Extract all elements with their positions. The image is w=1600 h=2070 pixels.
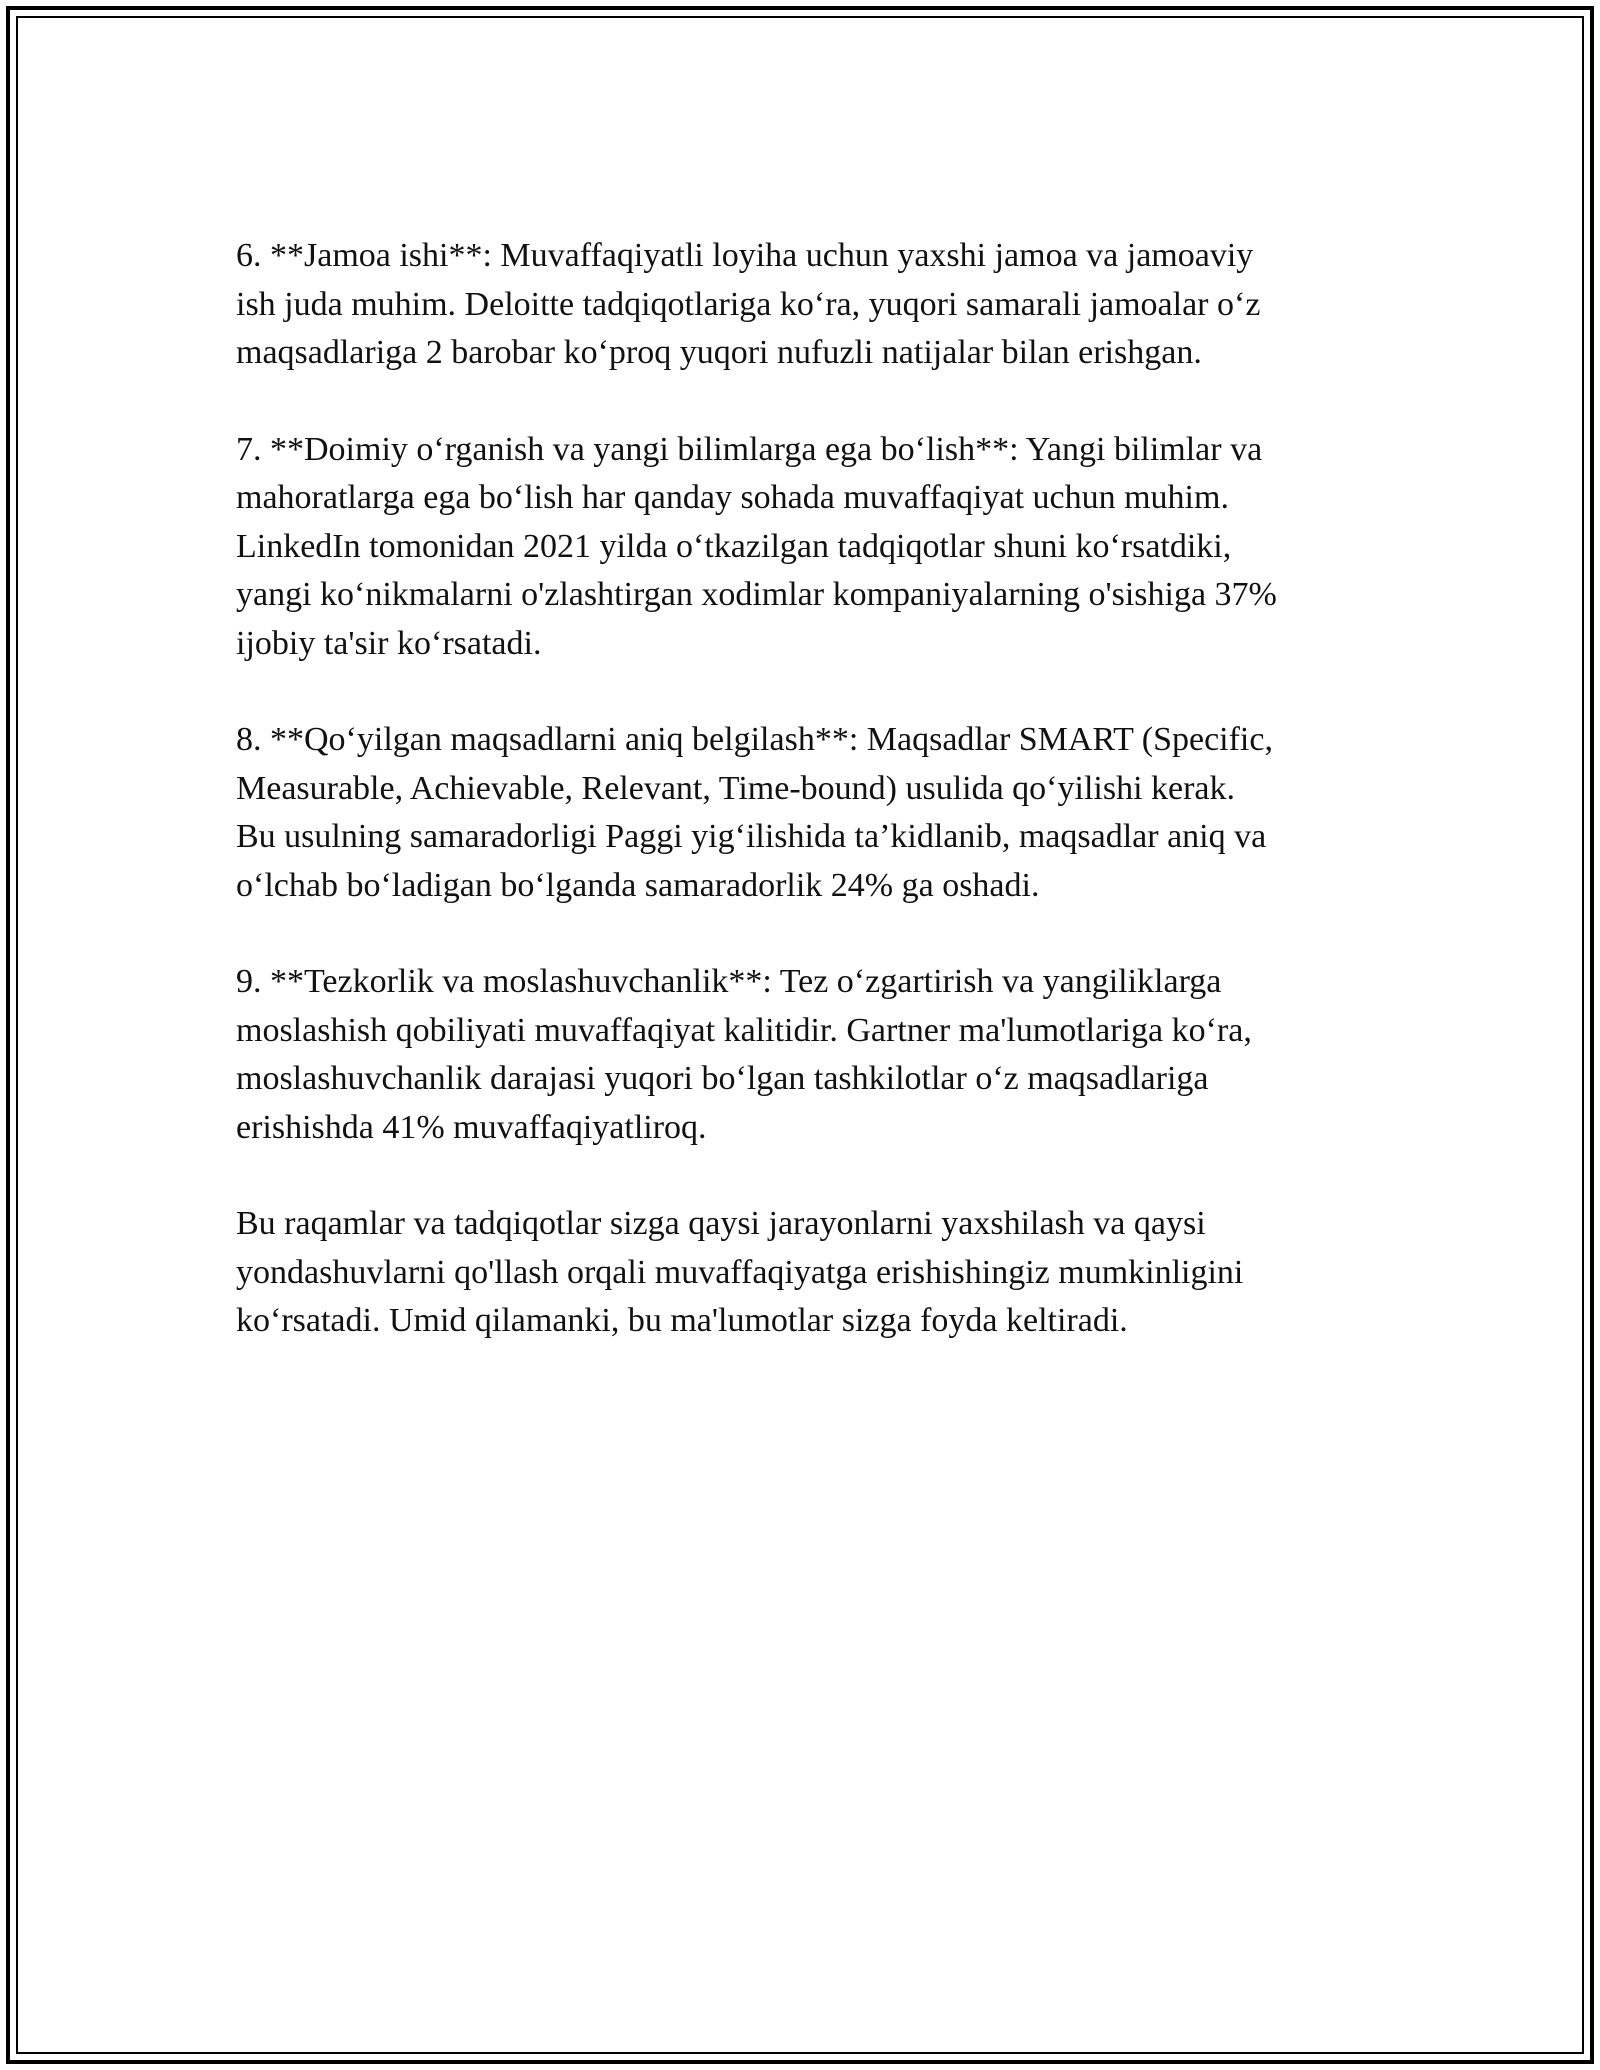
paragraph-item-8: 8. **Qo‘yilgan maqsadlarni aniq belgilash**: Maqsadlar SMART (Specific, Measurable, Achievable, Relevant, Time-bound) usulida qo‘yilishi kerak. Bu usulning samaradorligi Paggi yig‘ilishida ta’kidlanib, maqsadlar aniq va o‘lchab bo‘ladigan bo‘lganda samaradorlik 24% ga oshadi. <box>236 721 1273 904</box>
paragraph-item-9: 9. **Tezkorlik va moslashuvchanlik**: Tez o‘zgartirish va yangiliklarga moslashish qobiliyati muvaffaqiyat kalitidir. Gartner ma'lumotlariga ko‘ra, moslashuvchanlik darajasi yuqori bo‘lgan tashkilotlar o‘z maqsadlariga erishishda 41% muvaffaqiyatliroq. <box>236 963 1252 1146</box>
paragraph-item-7: 7. **Doimiy o‘rganish va yangi bilimlarga ega bo‘lish**: Yangi bilimlar va mahoratlarga ega bo‘lish har qanday sohada muvaffaqiyat uchun muhim. LinkedIn tomonidan 2021 yilda o‘tkazilgan tadqiqotlar shuni ko‘rsatdiki, yangi ko‘nikmalarni o'zlashtirgan xodimlar kompaniyalarning o'sishiga 37% ijobiy ta'sir ko‘rsatadi. <box>236 430 1277 662</box>
paragraph-conclusion: Bu raqamlar va tadqiqotlar sizga qaysi jarayonlarni yaxshilash va qaysi yondashuvlarni qo'llash orqali muvaffaqiyatga erishishingiz mumkinligini ko‘rsatadi. Umid qilamanki, bu ma'lumotlar sizga foyda keltiradi. <box>236 1205 1244 1339</box>
paragraph-item-6: 6. **Jamoa ishi**: Muvaffaqiyatli loyiha uchun yaxshi jamoa va jamoaviy ish juda muhim. Deloitte tadqiqotlariga ko‘ra, yuqori samarali jamoalar o‘z maqsadlariga 2 barobar ko‘proq yuqori nufuzli natijalar bilan erishgan. <box>236 237 1261 371</box>
document-body <box>236 232 1376 1394</box>
